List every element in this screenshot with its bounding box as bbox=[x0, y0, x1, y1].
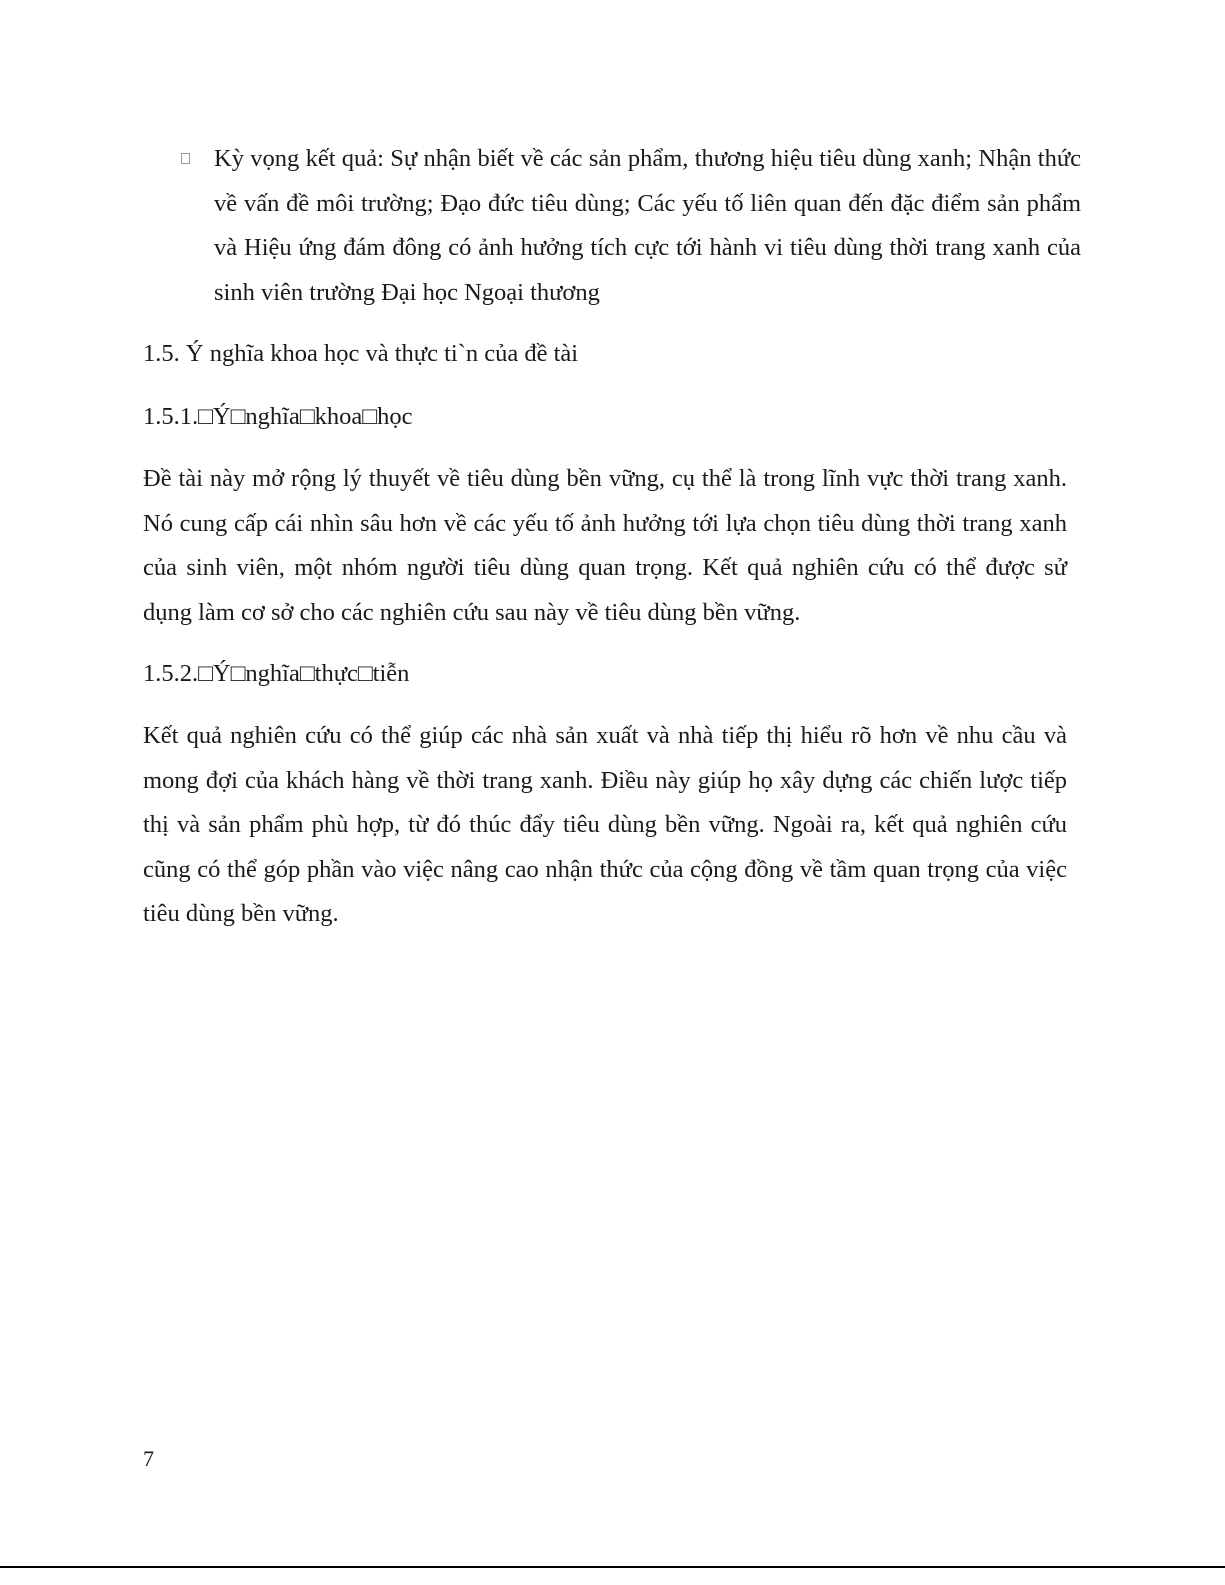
page-bottom-rule bbox=[0, 1566, 1225, 1568]
bullet-box-icon bbox=[181, 153, 190, 164]
bullet-item bbox=[181, 137, 1081, 315]
paragraph-practical: Kết quả nghiên cứu có thể giúp các nhà sản xuất và nhà tiếp thị hiểu rõ hơn về nhu cầu và mong đợi của khách hàng về thời trang xanh. Điều này giúp họ xây dựng các chiến lược tiếp thị và sản phẩm phù hợp, từ đó thúc đẩy tiêu dùng bền vững. Ngoài ra, kết quả nghiên cứu cũng có thể góp phần vào việc nâng cao nhận thức của cộng đồng về tầm quan trọng của việc tiêu dùng bền vững. bbox=[143, 722, 1067, 928]
subsection-heading-scientific: 1.5.1.□Ý□nghĩa□khoa□học bbox=[143, 403, 413, 430]
paragraph-scientific: Đề tài này mở rộng lý thuyết về tiêu dùng bền vững, cụ thể là trong lĩnh vực thời trang xanh. Nó cung cấp cái nhìn sâu hơn về các yếu tố ảnh hưởng tới lựa chọn tiêu dùng thời trang xanh của sinh viên, một nhóm người tiêu dùng quan trọng. Kết quả nghiên cứu có thể được sử dụng làm cơ sở cho các nghiên cứu sau này về tiêu dùng bền vững. bbox=[143, 465, 1067, 626]
subsection-heading-practical: 1.5.2.□Ý□nghĩa□thực□tiễn bbox=[143, 660, 410, 687]
page-number: 7 bbox=[143, 1446, 154, 1471]
bullet-text: Kỳ vọng kết quả: Sự nhận biết về các sản phẩm, thương hiệu tiêu dùng xanh; Nhận thức về vấn đề môi trường; Đạo đức tiêu dùng; Các yếu tố liên quan đến đặc điểm sản phẩm và Hiệu ứng đám đông có ảnh hưởng tích cực tới hành vi tiêu dùng thời trang xanh của sinh viên trường Đại học Ngoại thương bbox=[214, 145, 1081, 306]
section-heading: 1.5. Ý nghĩa khoa học và thực ti`n của đề tài bbox=[143, 340, 579, 367]
